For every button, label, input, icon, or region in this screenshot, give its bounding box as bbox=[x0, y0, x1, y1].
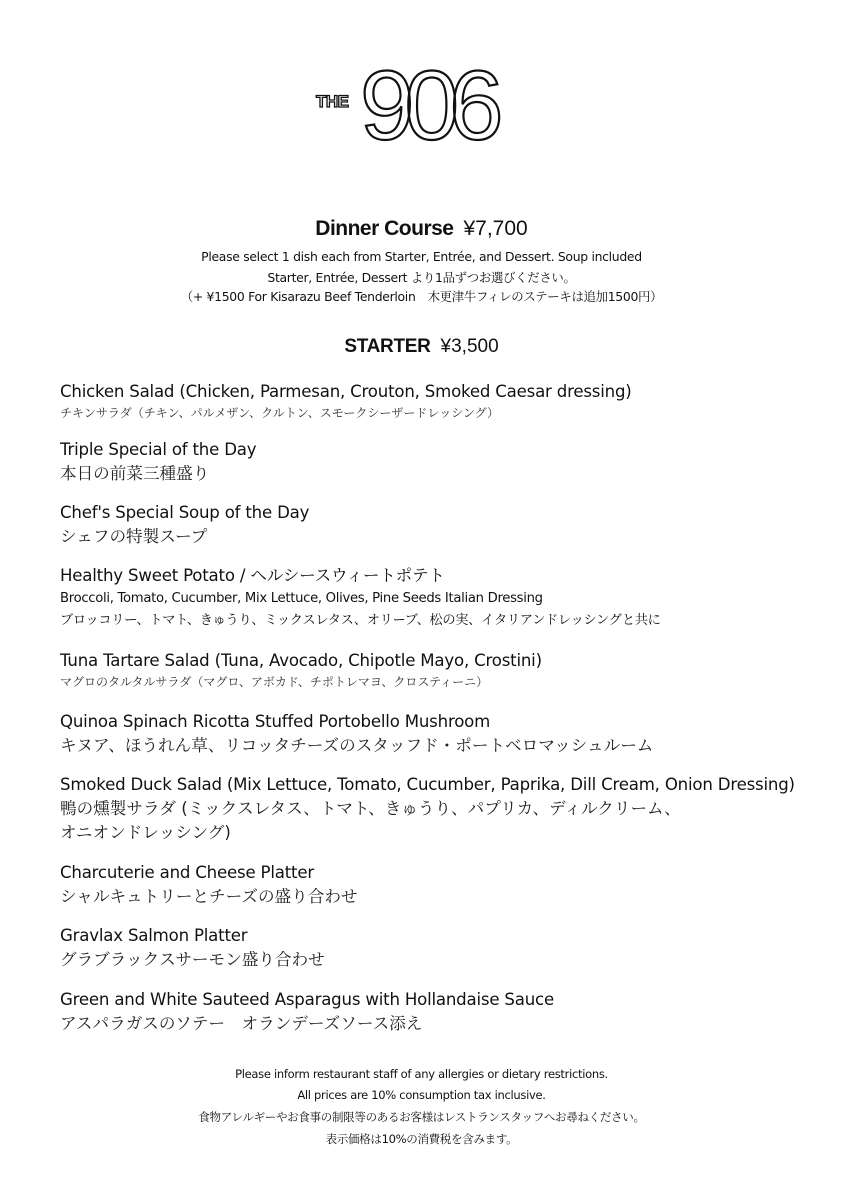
tax-notice-jp: 表示価格は10%の消費税を含みます。 bbox=[325, 1132, 518, 1146]
menu-item-smoked-duck-salad bbox=[60, 773, 820, 845]
menu-item-tuna-tartare bbox=[60, 649, 820, 691]
item-name-jp: 鴨の燻製サラダ (ミックスレタス、トマト、きゅうり、パプリカ、ディルクリーム、 bbox=[60, 799, 681, 818]
menu-item-chicken-salad bbox=[60, 380, 820, 422]
allergy-notice: Please inform restaurant staff of any allergies or dietary restrictions. bbox=[235, 1067, 608, 1081]
item-name: Gravlax Salmon Platter bbox=[60, 926, 248, 945]
item-description-jp: ブロッコリー、トマト、きゅうり、ミックスレタス、オリーブ、松の実、イタリアンドレッシングと共に bbox=[60, 613, 661, 628]
menu-item-asparagus bbox=[60, 988, 820, 1036]
menu-item-triple-special bbox=[60, 438, 820, 486]
item-name-jp: キヌア、ほうれん草、リコッタチーズのスタッフド・ポートベロマッシュルーム bbox=[60, 736, 654, 755]
item-name-jp: シェフの特製スープ bbox=[60, 527, 208, 546]
menu-item-soup bbox=[60, 501, 820, 549]
item-name-jp: マグロのタルタルサラダ（マグロ、アボカド、チポトレマヨ、クロスティーニ） bbox=[60, 675, 489, 689]
menu-item-sweet-potato bbox=[60, 564, 820, 632]
item-name: Tuna Tartare Salad (Tuna, Avocado, Chipotle Mayo, Crostini) bbox=[60, 651, 542, 670]
item-name: Chef's Special Soup of the Day bbox=[60, 503, 310, 522]
logo-the: THE bbox=[316, 92, 349, 111]
item-name-jp: グラブラックスサーモン盛り合わせ bbox=[60, 950, 325, 969]
section-price: ¥3,500 bbox=[440, 336, 499, 357]
item-name-jp: チキンサラダ（チキン、パルメザン、クルトン、スモークシーザードレッシング） bbox=[60, 406, 500, 420]
item-name-jp: 本日の前菜三種盛り bbox=[60, 464, 210, 483]
menu-item-gravlax-salmon bbox=[60, 924, 820, 972]
tax-notice: All prices are 10% consumption tax inclusive. bbox=[297, 1088, 546, 1102]
item-name-jp: シャルキュトリーとチーズの盛り合わせ bbox=[60, 887, 358, 906]
course-name: Dinner Course bbox=[315, 217, 454, 240]
item-description: Broccoli, Tomato, Cucumber, Mix Lettuce, Olives, Pine Seeds Italian Dressing bbox=[60, 591, 543, 606]
restaurant-logo bbox=[316, 50, 528, 160]
allergy-notice-jp: 食物アレルギーやお食事の制限等のあるお客様はレストランスタッフへお尋ねください。 bbox=[198, 1110, 645, 1124]
section-name: STARTER bbox=[344, 336, 431, 357]
menu-item-charcuterie bbox=[60, 861, 820, 909]
item-name: Chicken Salad (Chicken, Parmesan, Crouton, Smoked Caesar dressing) bbox=[60, 382, 632, 401]
item-name: Smoked Duck Salad (Mix Lettuce, Tomato, Cucumber, Paprika, Dill Cream, Onion Dressing) bbox=[60, 775, 795, 794]
course-heading bbox=[0, 216, 843, 241]
item-name: Charcuterie and Cheese Platter bbox=[60, 863, 314, 882]
item-name: Green and White Sauteed Asparagus with Hollandaise Sauce bbox=[60, 990, 554, 1009]
item-name-jp: アスパラガスのソテー オランデーズソース添え bbox=[60, 1014, 423, 1033]
logo-number: 906 bbox=[360, 50, 494, 160]
item-name: Quinoa Spinach Ricotta Stuffed Portobello Mushroom bbox=[60, 712, 491, 731]
course-surcharge-note: （+ ¥1500 For Kisarazu Beef Tenderloin 木更津牛フィレのステーキは追加1500円） bbox=[180, 289, 663, 304]
item-name: Triple Special of the Day bbox=[60, 440, 257, 459]
section-heading bbox=[0, 335, 843, 358]
course-instruction-jp: Starter, Entrée, Dessert より1品ずつお選びください。 bbox=[267, 270, 576, 285]
item-name-jp-continued: オニオンドレッシング) bbox=[60, 823, 231, 842]
course-instruction-en: Please select 1 dish each from Starter, Entrée, and Dessert. Soup included bbox=[201, 249, 642, 264]
course-price: ¥7,700 bbox=[463, 217, 528, 240]
item-name: Healthy Sweet Potato / ヘルシースウィートポテト bbox=[60, 566, 445, 585]
menu-item-stuffed-mushroom bbox=[60, 710, 820, 758]
